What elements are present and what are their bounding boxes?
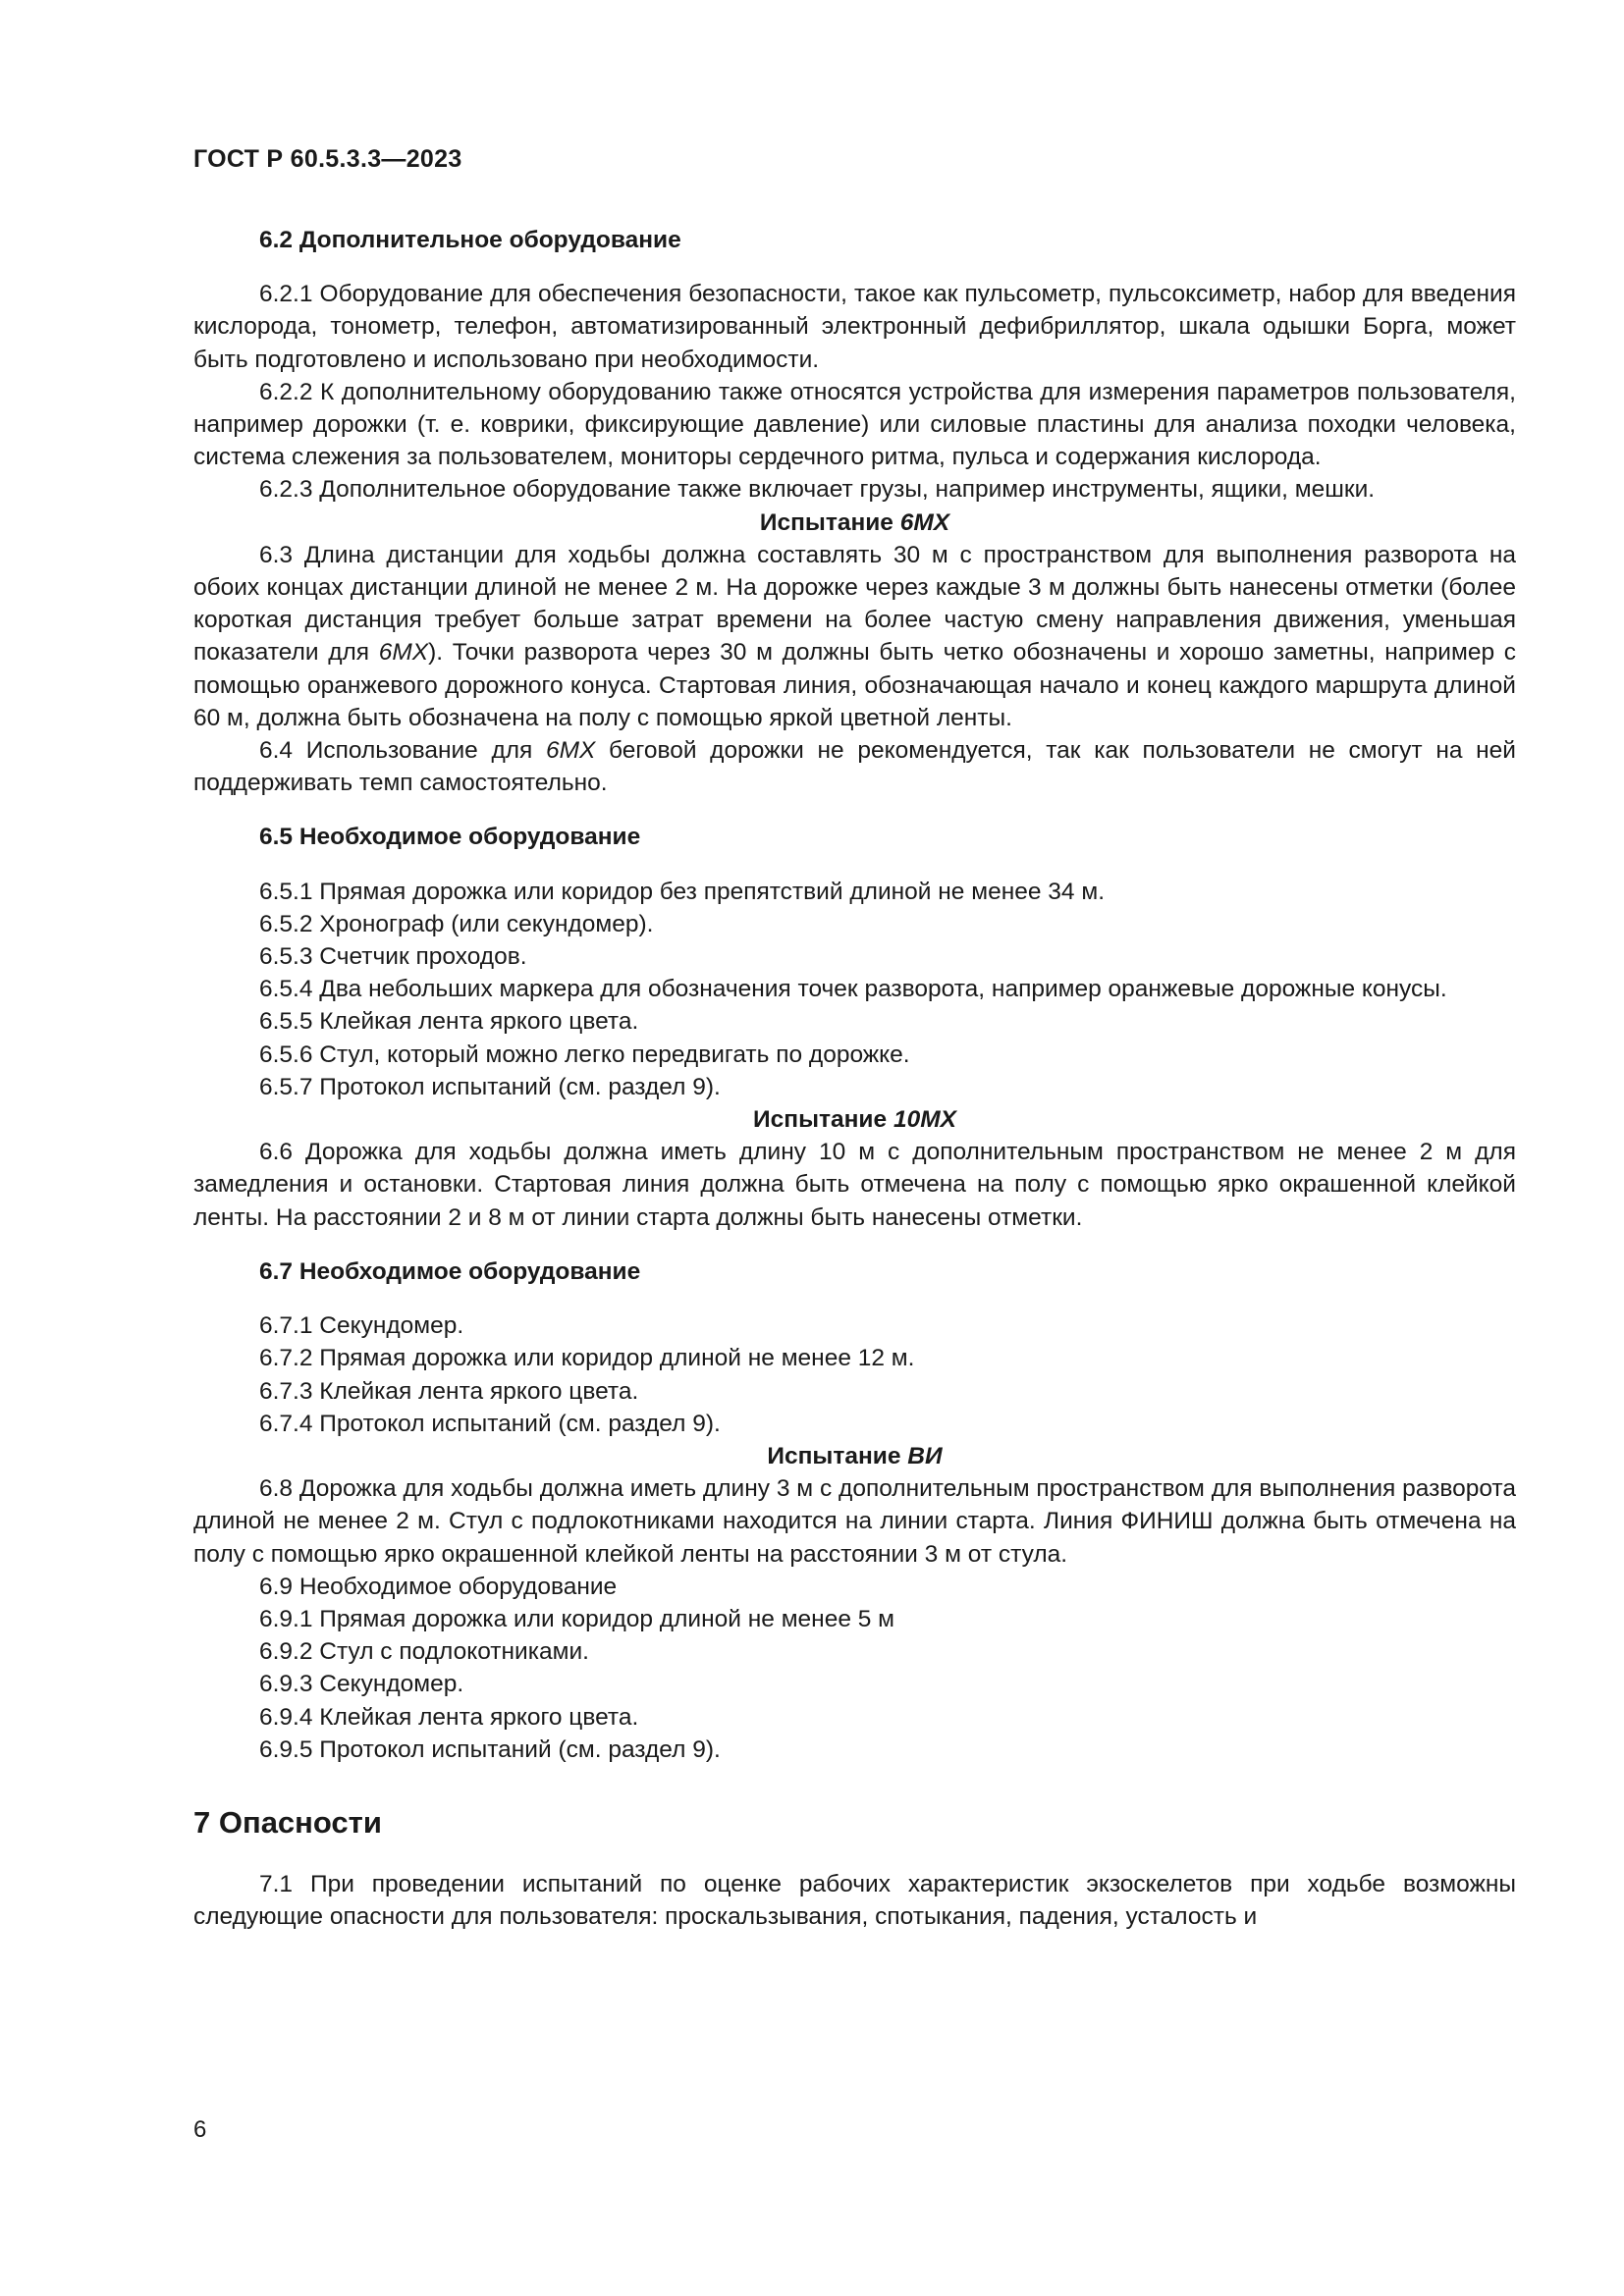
- test-heading-vi: [193, 1440, 1516, 1472]
- paragraph-6-4-part-a: 6.4 Использование для: [259, 737, 546, 765]
- paragraph-7-1: 7.1 При проведении испытаний по оценке рабочих характеристик экзоскелетов при ходьбе возможны следующие опасности для пользователя: проскальзывания, спотыкания, падения, усталость и: [193, 1870, 1516, 1931]
- list-item: 6.5.3 Счетчик проходов.: [259, 943, 527, 971]
- list-6-7: [193, 1309, 1516, 1440]
- list-6-9: [193, 1571, 1516, 1766]
- list-6-5: [193, 876, 1516, 1103]
- list-item: 6.9.1 Прямая дорожка или коридор длиной не менее 5 м: [259, 1605, 895, 1632]
- list-item: 6.7.1 Секундомер.: [259, 1312, 464, 1340]
- paragraph-6-2-3: 6.2.3 Дополнительное оборудование также включает грузы, например инструменты, ящики, мешки.: [259, 476, 1376, 504]
- paragraph-6-2-1: 6.2.1 Оборудование для обеспечения безопасности, такое как пульсометр, пульсоксиметр, набор для введения кислорода, тонометр, телефон, автоматизированный электронный дефибриллятор, шкала одышки Борга, может быть подготовлено и использовано при необходимости.: [193, 281, 1516, 373]
- list-item: 6.5.4 Два небольших маркера для обозначения точек разворота, например оранжевые дорожные конусы.: [259, 976, 1447, 1003]
- test-code-inline: 6МХ: [378, 639, 429, 667]
- list-item: 6.5.2 Хронограф (или секундомер).: [259, 910, 654, 937]
- test-code: ВИ: [907, 1442, 943, 1469]
- paragraph-6-8: 6.8 Дорожка для ходьбы должна иметь длину 3 м с дополнительным пространством для выполнения разворота длиной не менее 2 м. Стул с подлокотниками находится на линии старта. Линия ФИНИШ должна быть отмечена на полу с помощью ярко окрашенной клейкой ленты на расстоянии 3 м от стула.: [193, 1475, 1516, 1568]
- test-label: Испытание: [753, 1106, 888, 1134]
- list-item: 6.9 Необходимое оборудование: [259, 1573, 618, 1600]
- paragraph-6-3-part-b: ). Точки разворота через 30 м должны быть четко обозначены и хорошо заметны, например с помощью оранжевого дорожного конуса. Стартовая линия, обозначающая начало и конец каждого маршрута длиной 60 м, должна быть обозначена на полу с помощью яркой цветной ленты.: [193, 639, 1516, 731]
- list-item: 6.9.4 Клейкая лента яркого цвета.: [259, 1703, 639, 1731]
- page-number: 6: [193, 2116, 207, 2143]
- list-item: 6.7.4 Протокол испытаний (см. раздел 9).: [259, 1410, 721, 1437]
- test-code-inline: 6МХ: [545, 737, 596, 765]
- paragraph-6-3: [193, 539, 1516, 734]
- section-heading-6-5: 6.5 Необходимое оборудование: [259, 824, 641, 851]
- list-item: 6.5.7 Протокол испытаний (см. раздел 9).: [259, 1073, 721, 1100]
- list-item: 6.9.2 Стул с подлокотниками.: [259, 1638, 589, 1666]
- paragraph-6-4: [193, 734, 1516, 799]
- list-item: 6.5.1 Прямая дорожка или коридор без препятствий длиной не менее 34 м.: [259, 878, 1106, 905]
- paragraph-6-3-part-a: 6.3 Длина дистанции для ходьбы должна составлять 30 м с пространством для выполнения разворота на обоих концах дистанции длиной не менее 2 м. На дорожке через каждые 3 м должны быть нанесены отметки (более короткая дистанция требует больше затрат времени на более частую смену направления движения, уменьшая показатели для: [193, 541, 1516, 667]
- test-label: Испытание: [759, 508, 893, 536]
- document-body: [193, 224, 1516, 1933]
- paragraph-6-2-2: 6.2.2 К дополнительному оборудованию также относятся устройства для измерения параметров пользователя, например дорожки (т. е. коврики, фиксирующие давление) или силовые пластины для анализа походки человека, система слежения за пользователем, мониторы сердечного ритма, пульса и содержания кислорода.: [193, 378, 1516, 471]
- list-item: 6.9.3 Секундомер.: [259, 1671, 464, 1698]
- test-heading-10mx: [193, 1103, 1516, 1136]
- list-item: 6.9.5 Протокол испытаний (см. раздел 9).: [259, 1735, 721, 1763]
- test-heading-6mx: [193, 507, 1516, 539]
- paragraph-6-6: 6.6 Дорожка для ходьбы должна иметь длину 10 м с дополнительным пространством не менее 2 м для замедления и остановки. Стартовая линия должна быть отмечена на полу с помощью ярко окрашенной клейкой ленты. На расстоянии 2 и 8 м от линии старта должны быть нанесены отметки.: [193, 1139, 1516, 1231]
- list-item: 6.7.3 Клейкая лента яркого цвета.: [259, 1377, 639, 1405]
- test-code: 6МХ: [899, 508, 950, 536]
- document-code: ГОСТ Р 60.5.3.3—2023: [193, 145, 462, 173]
- section-heading-6-7: 6.7 Необходимое оборудование: [259, 1257, 641, 1285]
- list-item: 6.5.6 Стул, который можно легко передвигать по дорожке.: [259, 1041, 910, 1068]
- list-item: 6.5.5 Клейкая лента яркого цвета.: [259, 1008, 639, 1036]
- test-label: Испытание: [767, 1442, 901, 1469]
- list-item: 6.7.2 Прямая дорожка или коридор длиной не менее 12 м.: [259, 1345, 915, 1372]
- section-heading-7: 7 Опасности: [193, 1804, 382, 1840]
- paragraph-6-4-part-b: беговой дорожки не рекомендуется, так как пользователи не смогут на ней поддерживать темп самостоятельно.: [193, 737, 1516, 797]
- section-heading-6-2: 6.2 Дополнительное оборудование: [259, 227, 681, 253]
- test-code: 10МХ: [893, 1106, 956, 1134]
